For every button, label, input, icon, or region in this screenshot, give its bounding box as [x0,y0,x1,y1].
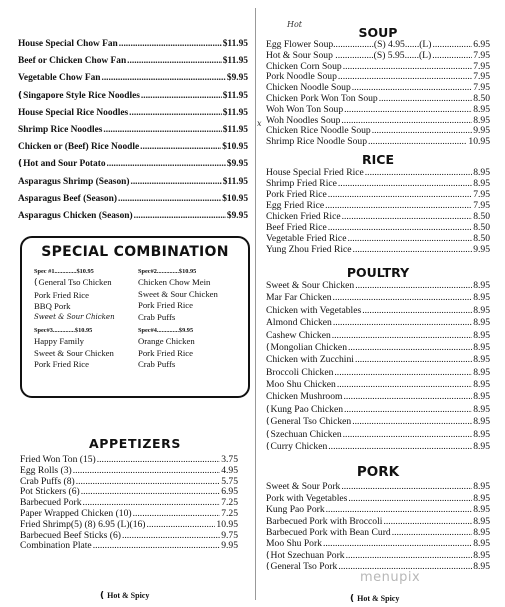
menu-item [266,504,490,515]
leader-dots [130,174,221,191]
hot-spicy-icon: ( [266,442,270,453]
combo-item: Sweet & Sour Chicken [34,347,114,358]
menu-item [20,498,238,509]
leader-dots [355,354,472,366]
leader-dots [355,280,472,292]
menu-item-price: $11.95 [222,176,248,187]
menu-item-name: Shrimp Rice Noodle Soup [266,137,367,148]
menu-item [266,178,490,189]
menu-item-name: Pot Stickers (6) [20,487,80,498]
menu-item-price: 7.95 [473,199,490,211]
combo-label: Spec#2..............$10.95 [138,268,197,275]
menu-item-price: 8.95 [473,441,490,453]
menu-item [266,330,490,342]
leader-dots [328,222,472,233]
menu-item [266,105,490,116]
menu-item-price: 8.95 [473,515,490,527]
menu-item-name: Egg Flower Soup.................(S) 4.95......(L) [266,40,432,50]
leader-dots [343,391,472,403]
menu-item [266,94,490,105]
menu-item-name: Chicken Rice Noodle Soup [266,126,371,137]
menu-item-name: Hot & Sour Soup ................(S) 5.95......(L) [266,50,432,61]
leader-dots [347,233,472,244]
poultry-title: POULTRY [346,264,410,280]
menu-item-price: 7.95 [473,83,490,94]
menu-item-name: Asparagus Chicken (Season) [18,210,133,221]
menu-item-price: 8.95 [473,292,490,304]
combo-item: Sweet & Sour Chicken [138,288,218,299]
menu-item [18,70,248,87]
menu-item-price: 8.95 [473,561,490,573]
combo-item: Pork Fried Rice [138,347,194,358]
menu-item-name: (Szechuan Chicken [266,428,342,440]
menu-item-price: $11.95 [222,39,248,49]
leader-dots [83,498,221,509]
soup-list [266,40,490,148]
leader-dots [93,541,221,552]
menu-item-price: 10.95 [216,519,238,530]
noodle-list [18,36,248,225]
leader-dots [140,139,221,156]
combo-label: Spec #1..............$10.95 [34,268,94,275]
menu-item-name: (General Tso Chicken [266,416,352,428]
combo-1 [34,266,138,323]
menu-item-price: 9.95 [473,243,490,255]
menu-item [266,379,490,391]
menu-item [20,520,238,531]
menu-item [266,211,490,222]
handwritten-x-mark: x [257,119,262,128]
leader-dots [101,70,225,87]
menu-item-price: 6.95 [221,487,238,498]
menu-item-price: $11.95 [222,107,248,118]
menu-item [266,550,490,561]
menu-item-name: Egg Rolls (3) [20,465,72,476]
leader-dots [344,404,472,416]
hot-spicy-icon: ( [266,429,270,440]
menu-item-price: 8.50 [473,93,490,104]
menu-item [266,244,490,255]
combo-4 [138,325,242,371]
menu-item-price: 8.95 [473,166,490,178]
handwritten-hot-note: Hot [287,20,303,29]
menu-item [266,200,490,211]
menu-item-price: 8.50 [473,221,490,233]
menu-item [266,391,490,403]
menu-item [266,441,490,453]
menu-item-name: (Kung Pao Chicken [266,403,343,415]
special-title: SPECIAL COMBINATION [41,244,229,260]
combo-item: (General Tso Chicken [34,277,112,288]
left-column [18,36,248,225]
menu-item-price: 8.95 [473,428,490,440]
menu-item-price: 6.95 [473,40,490,50]
leader-dots [328,189,472,200]
combo-item: Happy Family [34,336,84,346]
menu-item [266,416,490,428]
combo-item: Chicken Chow Mein [138,277,211,287]
hot-spicy-icon: ( [34,278,38,288]
leader-dots [352,416,472,428]
menu-item-name: Yung Zhou Fried Rice [266,243,352,255]
menu-item-name: (Hot and Sour Potato [18,159,106,170]
leader-dots [432,40,472,51]
leader-dots [134,208,226,225]
menu-item-name: Chicken with Zucchini [266,354,354,366]
combo-2 [138,266,242,323]
leader-dots [348,493,472,504]
hot-spicy-icon: ( [266,417,270,428]
menu-item-name: (Curry Chicken [266,441,328,453]
leader-dots [141,88,222,105]
leader-dots [133,509,221,520]
leader-dots [325,200,472,211]
menu-item [20,531,238,542]
menu-item-price: 9.75 [221,530,238,541]
menu-item-name: Chicken or (Beef) Rice Noodle [18,142,140,153]
combo-item: Pork Fried Rice [138,300,194,310]
menu-item-price: 8.95 [473,317,490,329]
combo-item: Pork Fried Rice [34,289,90,300]
leader-dots [432,51,472,62]
menu-item-price: 8.50 [473,210,490,222]
hot-spicy-icon: ( [18,159,23,170]
menu-item-price: 8.95 [473,538,490,550]
menu-item-price: 8.95 [473,527,490,538]
leader-dots [73,466,221,477]
soup-title: SOUP [358,25,398,40]
menu-item-name: Barbecued Pork [20,498,82,509]
combo-item: Crab Puffs [138,359,176,369]
pork-list [266,481,490,572]
menu-item-name: Pork with Vegetables [266,492,348,504]
menu-item-name: Shrimp Rice Noodles [18,124,103,135]
leader-dots [379,94,472,105]
menu-item [266,516,490,527]
menu-item [18,139,248,156]
menu-item [266,354,490,366]
menu-item-price: 3.75 [221,455,238,465]
menu-item-price: 8.95 [473,104,490,115]
menu-item [266,342,490,354]
menu-item [18,191,248,208]
leader-dots [353,244,473,255]
menu-item-name: (General Tso Pork [266,561,338,573]
menu-item [266,527,490,538]
menu-item-name: House Special Fried Rice [266,166,364,178]
leader-dots [343,62,473,73]
menu-item [266,538,490,549]
leader-dots [365,167,472,178]
menu-item-name: Combination Plate [20,541,92,552]
pork-title: PORK [356,464,400,481]
combo-label: Spec#3..............$10.95 [34,327,93,334]
combo-item: Orange Chicken [138,336,195,346]
hot-spicy-icon: ( [266,562,270,573]
leader-dots [346,550,473,561]
leader-dots [338,178,472,189]
menu-item-price: 8.95 [473,416,490,428]
leader-dots [127,53,222,70]
menu-item-name: Broccoli Chicken [266,366,334,378]
menu-item [18,156,248,173]
menu-item [18,36,248,53]
menu-item-price: 8.95 [473,177,490,189]
menu-item-name: Chicken Noodle Soup [266,83,351,94]
leader-dots [81,487,221,498]
menu-item [18,88,248,105]
appetizers-title: APPETIZERS [89,436,181,451]
menu-item [20,455,238,466]
menu-item-name: Chicken Fried Rice [266,210,341,222]
leader-dots [348,342,472,354]
menu-item-name: Egg Fried Rice [266,199,325,211]
leader-dots [343,429,473,441]
menu-item-price: 7.95 [473,50,490,61]
menu-item-name: Barbecued Pork with Bean Curd [266,527,391,538]
menu-item-name: Almond Chicken [266,317,332,329]
menu-item-name: Moo Shu Pork [266,538,322,550]
menu-item [266,40,490,51]
menu-item [266,167,490,178]
appetizers-list [20,455,238,552]
leader-dots [362,305,472,317]
menu-item-name: Fried Won Ton (15) [20,455,96,465]
hot-spicy-icon: ( [100,591,105,601]
hot-spicy-icon: ( [350,594,355,604]
menu-item-name: Chicken with Vegetables [266,304,362,316]
menu-item-price: 8.95 [473,366,490,378]
menu-item-name: Chicken Pork Won Ton Soup [266,93,378,104]
menu-item [266,233,490,244]
menu-item-price: 5.75 [221,476,238,487]
menu-item-price: 8.95 [473,279,490,291]
menu-item-name: Shrimp Fried Rice [266,177,337,189]
menu-item-price: $11.95 [222,90,248,101]
menu-item-price: 8.95 [473,403,490,415]
menu-item-name: Pork Noodle Soup [266,72,337,83]
menu-item-name: Barbecued Beef Sticks (6) [20,530,121,541]
menu-item-name: Crab Puffs (8) [20,476,75,487]
menu-item-name: Chicken Corn Soup [266,61,342,72]
hot-spicy-icon: ( [266,404,270,415]
menu-item-name: Moo Shu Chicken [266,379,336,391]
menu-item [266,222,490,233]
menu-item [266,404,490,416]
menu-item-price: $11.95 [222,56,248,67]
menu-item-price: 8.95 [473,341,490,353]
menu-item-name: Mar Far Chicken [266,292,332,304]
menu-item-price: 7.25 [221,508,238,519]
menu-item-name: Sweet & Sour Chicken [266,279,355,291]
leader-dots [372,126,472,137]
menu-item-price: $9.95 [226,159,248,170]
leader-dots [333,317,472,329]
menu-item [266,367,490,379]
combo-item: Pork Fried Rice [34,359,90,369]
menu-item [266,429,490,441]
menu-item [20,477,238,488]
menu-item-name: (Singapore Style Rice Noodles [18,90,140,101]
menu-item-name: Chicken Mushroom [266,391,343,403]
menu-item-name: Vegetable Fried Rice [266,232,347,244]
menu-item-price: $11.95 [222,124,248,135]
leader-dots [352,83,472,94]
menu-item-price: 7.95 [473,72,490,83]
menu-item-name: House Special Chow Fan [18,39,118,49]
menu-item-name: Woh Won Ton Soup [266,104,344,115]
menu-item-name: Pork Fried Rice [266,188,327,200]
menu-item-name: Cashew Chicken [266,329,331,341]
menu-item-name: Vegetable Chow Fan [18,73,101,84]
right-column [266,25,490,573]
menu-item [266,493,490,504]
hot-spicy-legend-left: ( Hot & Spicy [100,591,150,601]
leader-dots [332,330,472,342]
combo-3 [34,325,138,371]
leader-dots [76,477,220,488]
leader-dots [368,137,467,148]
menu-item-price: $10.95 [222,193,248,204]
menu-item [266,83,490,94]
menu-item [266,116,490,127]
hot-spicy-legend-right: ( Hot & Spicy [350,594,400,604]
menu-item-price: 8.50 [473,232,490,244]
menu-item-price: $9.95 [226,210,248,221]
column-divider [255,8,256,600]
leader-dots [97,455,220,466]
menu-item-price: $9.95 [226,73,248,84]
menu-item [266,189,490,200]
menu-item-name: (Hot Szechuan Pork [266,549,345,561]
menu-item [266,62,490,73]
menu-item-price: 8.95 [473,115,490,126]
menu-item-name: Woh Noodles Soup [266,115,341,126]
menu-item-price: 8.95 [473,329,490,341]
special-combination-box [20,236,250,398]
menu-item-price: 8.95 [473,379,490,391]
menu-item [266,51,490,62]
menu-item [20,541,238,552]
leader-dots [392,527,473,538]
hot-spicy-icon: ( [18,90,23,101]
leader-dots [341,481,472,492]
leader-dots [326,504,473,515]
menu-item [266,72,490,83]
menu-item-price: 7.95 [473,188,490,200]
menu-item-price: 9.95 [473,126,490,137]
menu-item [18,122,248,139]
rice-list [266,167,490,255]
hot-spicy-icon: ( [266,550,270,561]
menu-item-price: 8.95 [473,304,490,316]
menu-item-price: 10.95 [468,137,490,148]
leader-dots [338,72,472,83]
leader-dots [383,516,472,527]
handwritten-note: Sweet & Sour Chicken [34,312,115,321]
menu-item-price: 8.95 [473,504,490,516]
menu-item-name: (Mongolian Chicken [266,341,347,353]
menu-item-price: $10.95 [222,142,248,153]
menu-item-price: 8.95 [473,391,490,403]
menu-item [20,509,238,520]
menu-item-name: House Special Rice Noodles [18,107,129,118]
combo-item: Crab Puffs [138,311,176,322]
menu-item [20,466,238,477]
menu-item-price: 8.95 [473,481,490,493]
menu-item-price: 7.95 [473,61,490,72]
menu-item-price: 7.25 [221,498,238,509]
menu-item [266,126,490,137]
leader-dots [107,156,226,173]
menu-item [18,208,248,225]
menu-item-name: Beef Fried Rice [266,221,327,233]
leader-dots [103,122,221,139]
menu-item-price: 8.95 [473,492,490,504]
poultry-list [266,280,490,453]
menu-item-name: Barbecued Pork with Broccoli [266,515,383,527]
watermark-logo: menupix [360,570,421,585]
leader-dots [147,520,216,531]
menu-item-name: Asparagus Beef (Season) [18,193,117,204]
combo-item: BBQ Pork [34,301,71,311]
menu-item-name: Kung Pao Pork [266,504,325,516]
hot-spicy-icon: ( [266,342,270,353]
menu-item-price: 9.95 [221,541,238,552]
menu-item [266,137,490,148]
menu-item [266,280,490,292]
menu-item [18,53,248,70]
menu-item [266,317,490,329]
rice-title: RICE [362,151,394,167]
leader-dots [344,105,472,116]
menu-item [18,105,248,122]
menu-item-name: Fried Shrimp(5) (8) 6.95 (L)(16) [20,519,146,530]
menu-item [266,481,490,492]
leader-dots [341,116,472,127]
leader-dots [129,105,222,122]
leader-dots [334,367,472,379]
menu-item-price: 8.95 [473,354,490,366]
leader-dots [328,441,472,453]
leader-dots [337,379,472,391]
menu-item [266,305,490,317]
menu-item-price: 4.95 [221,465,238,476]
leader-dots [323,538,472,549]
leader-dots [342,211,473,222]
menu-item-price: 8.95 [473,549,490,561]
leader-dots [118,191,221,208]
leader-dots [119,36,222,53]
menu-item-name: Paper Wrapped Chicken (10) [20,508,132,519]
menu-item-name: Asparagus Shrimp (Season) [18,176,130,187]
combo-label: Spec#4..............$9.95 [138,327,194,334]
menu-item [20,487,238,498]
menu-item-name: Beef or Chicken Chow Fan [18,56,127,67]
leader-dots [333,292,473,304]
menu-item [18,174,248,191]
leader-dots [122,531,220,542]
menu-item-name: Sweet & Sour Pork [266,481,341,493]
menu-item [266,292,490,304]
